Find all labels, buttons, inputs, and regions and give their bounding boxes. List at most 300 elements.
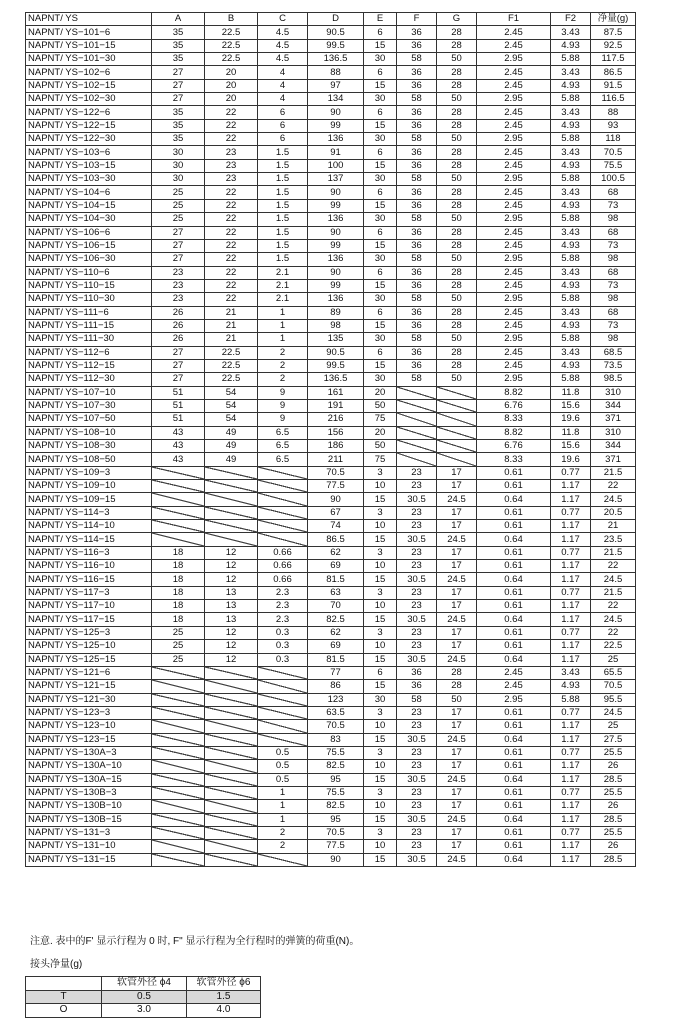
cell-model: NAPNT/ YS−130B−3: [26, 786, 152, 799]
fitting-header-phi4: 软管外径 ϕ4: [102, 977, 187, 991]
cell-col-e: 6: [364, 186, 397, 199]
fitting-weight-header: [26, 977, 261, 991]
cell-col-f2: 3.43: [551, 26, 591, 39]
cell-col-f: 36: [397, 26, 437, 39]
cell-col-f1: 2.45: [477, 79, 551, 92]
cell-col-f2: 1.17: [551, 800, 591, 813]
cell-col-g: 17: [437, 786, 477, 799]
cell-col-a: [152, 826, 205, 839]
cell-col-d: 62: [308, 546, 364, 559]
cell-col-b: 21: [205, 306, 258, 319]
cell-col-f2: 1.17: [551, 653, 591, 666]
cell-col-b: 12: [205, 560, 258, 573]
cell-col-c: 9: [258, 413, 308, 426]
cell-model: NAPNT/ YS−131−15: [26, 853, 152, 866]
cell-col-f1: 2.95: [477, 293, 551, 306]
cell-col-c: [258, 520, 308, 533]
table-row: [26, 680, 636, 693]
cell-col-f: 58: [397, 693, 437, 706]
cell-col-g: 24.5: [437, 773, 477, 786]
cell-col-g: [437, 440, 477, 453]
cell-col-d: 90: [308, 493, 364, 506]
cell-col-f: 23: [397, 746, 437, 759]
cell-col-weight: 25: [591, 720, 636, 733]
cell-col-e: 10: [364, 560, 397, 573]
cell-col-f: 36: [397, 319, 437, 332]
cell-col-f1: 0.61: [477, 746, 551, 759]
cell-col-f2: 1.17: [551, 853, 591, 866]
table-row: [26, 253, 636, 266]
cell-col-f: 36: [397, 680, 437, 693]
cell-col-weight: 100.5: [591, 173, 636, 186]
cell-col-f: 23: [397, 480, 437, 493]
cell-col-g: 28: [437, 346, 477, 359]
cell-col-weight: 21: [591, 520, 636, 533]
cell-col-f2: 5.88: [551, 173, 591, 186]
cell-col-f1: 6.76: [477, 399, 551, 412]
cell-col-a: 43: [152, 453, 205, 466]
cell-col-f: 36: [397, 266, 437, 279]
cell-col-d: 90: [308, 226, 364, 239]
cell-col-g: 28: [437, 146, 477, 159]
cell-model: NAPNT/ YS−121−30: [26, 693, 152, 706]
cell-model: NAPNT/ YS−130A−3: [26, 746, 152, 759]
cell-col-c: 1: [258, 813, 308, 826]
cell-col-f2: 4.93: [551, 199, 591, 212]
cell-col-b: [205, 746, 258, 759]
cell-col-f: 30.5: [397, 733, 437, 746]
cell-col-weight: 98: [591, 293, 636, 306]
cell-col-d: 191: [308, 399, 364, 412]
cell-col-weight: 65.5: [591, 666, 636, 679]
cell-col-f2: 3.43: [551, 666, 591, 679]
cell-col-c: 0.3: [258, 626, 308, 639]
cell-col-c: 1.5: [258, 146, 308, 159]
cell-col-d: 95: [308, 773, 364, 786]
cell-col-b: [205, 520, 258, 533]
cell-model: NAPNT/ YS−130B−10: [26, 800, 152, 813]
cell-col-d: 99.5: [308, 359, 364, 372]
cell-col-g: 17: [437, 826, 477, 839]
cell-col-d: 82.5: [308, 760, 364, 773]
cell-col-f2: 5.88: [551, 93, 591, 106]
cell-model: NAPNT/ YS−130A−10: [26, 760, 152, 773]
cell-col-e: 15: [364, 199, 397, 212]
cell-col-e: 10: [364, 600, 397, 613]
cell-col-f2: 0.77: [551, 586, 591, 599]
cell-col-e: 15: [364, 653, 397, 666]
table-row: [26, 440, 636, 453]
cell-col-f: [397, 426, 437, 439]
cell-col-f2: 1.17: [551, 573, 591, 586]
cell-col-c: 1.5: [258, 199, 308, 212]
cell-col-weight: 68: [591, 226, 636, 239]
cell-col-c: 2: [258, 346, 308, 359]
cell-col-g: [437, 413, 477, 426]
cell-col-weight: 21.5: [591, 466, 636, 479]
table-row: [26, 826, 636, 839]
cell-col-g: 28: [437, 199, 477, 212]
cell-col-e: 3: [364, 546, 397, 559]
cell-col-weight: 28.5: [591, 773, 636, 786]
cell-col-e: 30: [364, 133, 397, 146]
cell-col-b: 22: [205, 239, 258, 252]
cell-col-b: 21: [205, 333, 258, 346]
cell-col-a: [152, 720, 205, 733]
cell-col-d: 69: [308, 640, 364, 653]
cell-col-a: 18: [152, 573, 205, 586]
cell-col-e: 3: [364, 466, 397, 479]
cell-col-e: 30: [364, 373, 397, 386]
cell-col-e: 15: [364, 773, 397, 786]
cell-col-f1: 2.45: [477, 359, 551, 372]
cell-col-f2: 0.77: [551, 466, 591, 479]
cell-model: NAPNT/ YS−112−15: [26, 359, 152, 372]
cell-model: NAPNT/ YS−131−3: [26, 826, 152, 839]
cell-col-d: 86: [308, 680, 364, 693]
cell-model: NAPNT/ YS−123−10: [26, 720, 152, 733]
cell-col-f: 23: [397, 800, 437, 813]
cell-col-f1: 0.64: [477, 853, 551, 866]
fitting-row-t: [26, 990, 261, 1004]
cell-col-f1: 2.45: [477, 226, 551, 239]
cell-col-f2: 4.93: [551, 279, 591, 292]
table-row: [26, 293, 636, 306]
cell-col-weight: 87.5: [591, 26, 636, 39]
table-row: [26, 666, 636, 679]
cell-col-f: 23: [397, 840, 437, 853]
table-row: [26, 533, 636, 546]
cell-col-f2: 4.93: [551, 159, 591, 172]
cell-col-d: 70.5: [308, 720, 364, 733]
cell-col-f2: 3.43: [551, 106, 591, 119]
cell-col-g: 50: [437, 253, 477, 266]
cell-col-e: 15: [364, 279, 397, 292]
cell-col-weight: 98: [591, 213, 636, 226]
cell-col-c: 2: [258, 373, 308, 386]
cell-col-f1: 2.45: [477, 186, 551, 199]
cell-col-a: 18: [152, 600, 205, 613]
table-row: [26, 613, 636, 626]
cell-col-g: 24.5: [437, 853, 477, 866]
cell-col-a: 26: [152, 333, 205, 346]
cell-col-c: [258, 693, 308, 706]
cell-col-e: 75: [364, 453, 397, 466]
cell-col-d: 90: [308, 266, 364, 279]
cell-col-f1: 6.76: [477, 440, 551, 453]
cell-col-a: 27: [152, 253, 205, 266]
cell-col-a: 30: [152, 159, 205, 172]
cell-col-f: 36: [397, 306, 437, 319]
cell-col-f2: 5.88: [551, 253, 591, 266]
cell-model: NAPNT/ YS−103−30: [26, 173, 152, 186]
cell-col-a: 51: [152, 413, 205, 426]
cell-col-c: 1: [258, 319, 308, 332]
cell-col-g: 17: [437, 720, 477, 733]
cell-col-weight: 73: [591, 239, 636, 252]
cell-col-e: 30: [364, 53, 397, 66]
cell-col-f1: 0.64: [477, 813, 551, 826]
cell-col-a: 27: [152, 79, 205, 92]
cell-col-g: 28: [437, 79, 477, 92]
cell-col-c: 2: [258, 826, 308, 839]
cell-col-f2: 19.6: [551, 413, 591, 426]
cell-col-b: 22: [205, 133, 258, 146]
cell-col-f1: 2.45: [477, 26, 551, 39]
cell-col-f2: 1.17: [551, 480, 591, 493]
cell-col-f2: 1.17: [551, 733, 591, 746]
table-row: [26, 786, 636, 799]
cell-col-g: 17: [437, 520, 477, 533]
cell-col-b: 49: [205, 426, 258, 439]
cell-col-f1: 0.61: [477, 546, 551, 559]
cell-col-f: 36: [397, 119, 437, 132]
cell-col-b: [205, 666, 258, 679]
table-row: [26, 773, 636, 786]
cell-col-a: 35: [152, 119, 205, 132]
cell-col-c: 6: [258, 106, 308, 119]
cell-col-g: 28: [437, 680, 477, 693]
cell-col-b: 20: [205, 66, 258, 79]
cell-col-f: 36: [397, 239, 437, 252]
cell-col-e: 30: [364, 293, 397, 306]
table-row: [26, 199, 636, 212]
cell-col-weight: 73: [591, 279, 636, 292]
cell-model: NAPNT/ YS−114−10: [26, 520, 152, 533]
cell-col-e: 15: [364, 573, 397, 586]
cell-col-f: 58: [397, 253, 437, 266]
cell-col-f1: 2.45: [477, 66, 551, 79]
cell-col-d: 70: [308, 600, 364, 613]
cell-col-f: [397, 399, 437, 412]
cell-col-f: 30.5: [397, 653, 437, 666]
cell-col-b: [205, 706, 258, 719]
cell-col-d: 81.5: [308, 573, 364, 586]
table-row: [26, 306, 636, 319]
cell-col-d: 91: [308, 146, 364, 159]
cell-col-f1: 2.95: [477, 253, 551, 266]
cell-col-e: 15: [364, 119, 397, 132]
cell-col-e: 15: [364, 493, 397, 506]
cell-col-g: 28: [437, 266, 477, 279]
cell-col-d: 136: [308, 293, 364, 306]
cell-col-f1: 2.95: [477, 53, 551, 66]
cell-col-d: 75.5: [308, 786, 364, 799]
cell-col-b: 22: [205, 213, 258, 226]
cell-col-f1: 0.61: [477, 480, 551, 493]
fitting-type: O: [26, 1004, 102, 1018]
cell-col-g: 17: [437, 560, 477, 573]
cell-col-f2: 3.43: [551, 186, 591, 199]
cell-model: NAPNT/ YS−102−6: [26, 66, 152, 79]
cell-col-d: 82.5: [308, 800, 364, 813]
cell-col-f1: 2.45: [477, 680, 551, 693]
cell-col-a: 23: [152, 266, 205, 279]
cell-col-f1: 2.45: [477, 266, 551, 279]
cell-col-d: 77.5: [308, 480, 364, 493]
cell-col-f1: 0.61: [477, 520, 551, 533]
cell-col-b: 20: [205, 93, 258, 106]
cell-col-e: 15: [364, 853, 397, 866]
cell-col-c: 1.5: [258, 239, 308, 252]
cell-col-weight: 22: [591, 480, 636, 493]
cell-col-a: 51: [152, 399, 205, 412]
cell-col-a: [152, 693, 205, 706]
cell-col-f: [397, 386, 437, 399]
table-row: [26, 573, 636, 586]
cell-col-b: [205, 773, 258, 786]
cell-col-b: [205, 680, 258, 693]
cell-col-b: [205, 760, 258, 773]
cell-col-f1: 2.95: [477, 173, 551, 186]
cell-col-f2: 5.88: [551, 333, 591, 346]
cell-col-g: 28: [437, 66, 477, 79]
cell-col-g: [437, 399, 477, 412]
cell-col-a: 26: [152, 306, 205, 319]
cell-col-c: [258, 480, 308, 493]
cell-col-f2: 4.93: [551, 79, 591, 92]
cell-col-f1: 2.45: [477, 119, 551, 132]
cell-model: NAPNT/ YS−107−10: [26, 386, 152, 399]
cell-col-e: 15: [364, 533, 397, 546]
cell-col-c: [258, 853, 308, 866]
cell-col-b: [205, 813, 258, 826]
cell-col-weight: 25.5: [591, 826, 636, 839]
cell-col-f1: 2.95: [477, 693, 551, 706]
cell-col-a: 27: [152, 346, 205, 359]
cell-col-a: 23: [152, 293, 205, 306]
cell-col-weight: 24.5: [591, 493, 636, 506]
cell-col-f: 58: [397, 133, 437, 146]
cell-col-weight: 22: [591, 560, 636, 573]
table-row: [26, 279, 636, 292]
fitting-value: 3.0: [102, 1004, 187, 1018]
cell-col-b: [205, 480, 258, 493]
cell-col-c: 1: [258, 800, 308, 813]
cell-col-f2: 5.88: [551, 693, 591, 706]
cell-col-d: 70.5: [308, 826, 364, 839]
cell-col-f: 58: [397, 173, 437, 186]
table-row: [26, 39, 636, 52]
cell-col-f2: 5.88: [551, 213, 591, 226]
cell-model: NAPNT/ YS−125−15: [26, 653, 152, 666]
cell-col-f1: 2.45: [477, 146, 551, 159]
cell-col-b: 21: [205, 319, 258, 332]
cell-col-weight: 93: [591, 119, 636, 132]
cell-col-f2: 3.43: [551, 266, 591, 279]
cell-col-d: 70.5: [308, 466, 364, 479]
cell-col-a: [152, 480, 205, 493]
header-col-d: D: [308, 13, 364, 26]
cell-col-d: 136: [308, 253, 364, 266]
cell-col-f: 23: [397, 706, 437, 719]
cell-col-d: 100: [308, 159, 364, 172]
cell-col-f1: 2.45: [477, 346, 551, 359]
cell-col-weight: 91.5: [591, 79, 636, 92]
cell-col-d: 81.5: [308, 653, 364, 666]
cell-col-a: 25: [152, 653, 205, 666]
cell-col-a: 25: [152, 640, 205, 653]
cell-col-g: 50: [437, 373, 477, 386]
cell-col-f1: 0.64: [477, 493, 551, 506]
header-col-a: A: [152, 13, 205, 26]
cell-col-f2: 11.8: [551, 386, 591, 399]
cell-col-d: 136.5: [308, 373, 364, 386]
cell-col-f2: 1.17: [551, 533, 591, 546]
cell-col-e: 3: [364, 626, 397, 639]
cell-col-c: 4: [258, 66, 308, 79]
cell-model: NAPNT/ YS−102−15: [26, 79, 152, 92]
fitting-type: T: [26, 990, 102, 1004]
table-row: [26, 853, 636, 866]
cell-col-weight: 27.5: [591, 733, 636, 746]
cell-col-b: 22: [205, 279, 258, 292]
table-row: [26, 226, 636, 239]
cell-col-d: 63: [308, 586, 364, 599]
cell-col-weight: 88: [591, 106, 636, 119]
cell-col-weight: 24.5: [591, 706, 636, 719]
cell-col-d: 123: [308, 693, 364, 706]
cell-model: NAPNT/ YS−110−15: [26, 279, 152, 292]
cell-col-weight: 26: [591, 800, 636, 813]
cell-col-c: 1.5: [258, 226, 308, 239]
cell-col-g: 24.5: [437, 533, 477, 546]
cell-col-f1: 0.61: [477, 626, 551, 639]
cell-col-d: 99: [308, 239, 364, 252]
cell-col-f: 36: [397, 346, 437, 359]
cell-model: NAPNT/ YS−109−15: [26, 493, 152, 506]
cell-col-a: [152, 520, 205, 533]
cell-model: NAPNT/ YS−101−30: [26, 53, 152, 66]
cell-col-g: 28: [437, 319, 477, 332]
cell-col-weight: 26: [591, 840, 636, 853]
cell-col-c: [258, 720, 308, 733]
table-row: [26, 706, 636, 719]
cell-col-b: 54: [205, 399, 258, 412]
cell-col-weight: 86.5: [591, 66, 636, 79]
cell-col-b: 22.5: [205, 373, 258, 386]
cell-model: NAPNT/ YS−111−6: [26, 306, 152, 319]
cell-col-d: 95: [308, 813, 364, 826]
cell-col-c: [258, 706, 308, 719]
cell-col-d: 161: [308, 386, 364, 399]
cell-col-f: 30.5: [397, 773, 437, 786]
cell-col-e: 3: [364, 706, 397, 719]
cell-col-e: 75: [364, 413, 397, 426]
cell-col-g: 50: [437, 333, 477, 346]
cell-col-e: 15: [364, 733, 397, 746]
cell-col-e: 30: [364, 693, 397, 706]
cell-col-a: 30: [152, 173, 205, 186]
cell-col-f2: 3.43: [551, 226, 591, 239]
table-row: [26, 800, 636, 813]
cell-col-c: 4.5: [258, 39, 308, 52]
cell-model: NAPNT/ YS−108−50: [26, 453, 152, 466]
cell-col-f2: 19.6: [551, 453, 591, 466]
cell-model: NAPNT/ YS−122−6: [26, 106, 152, 119]
cell-col-c: 4.5: [258, 53, 308, 66]
cell-col-a: 25: [152, 626, 205, 639]
cell-col-g: 17: [437, 706, 477, 719]
cell-col-b: [205, 853, 258, 866]
cell-col-weight: 68: [591, 306, 636, 319]
cell-model: NAPNT/ YS−131−10: [26, 840, 152, 853]
table-row: [26, 480, 636, 493]
cell-col-b: 12: [205, 546, 258, 559]
table-row: [26, 626, 636, 639]
cell-col-e: 3: [364, 786, 397, 799]
cell-col-b: 22.5: [205, 359, 258, 372]
